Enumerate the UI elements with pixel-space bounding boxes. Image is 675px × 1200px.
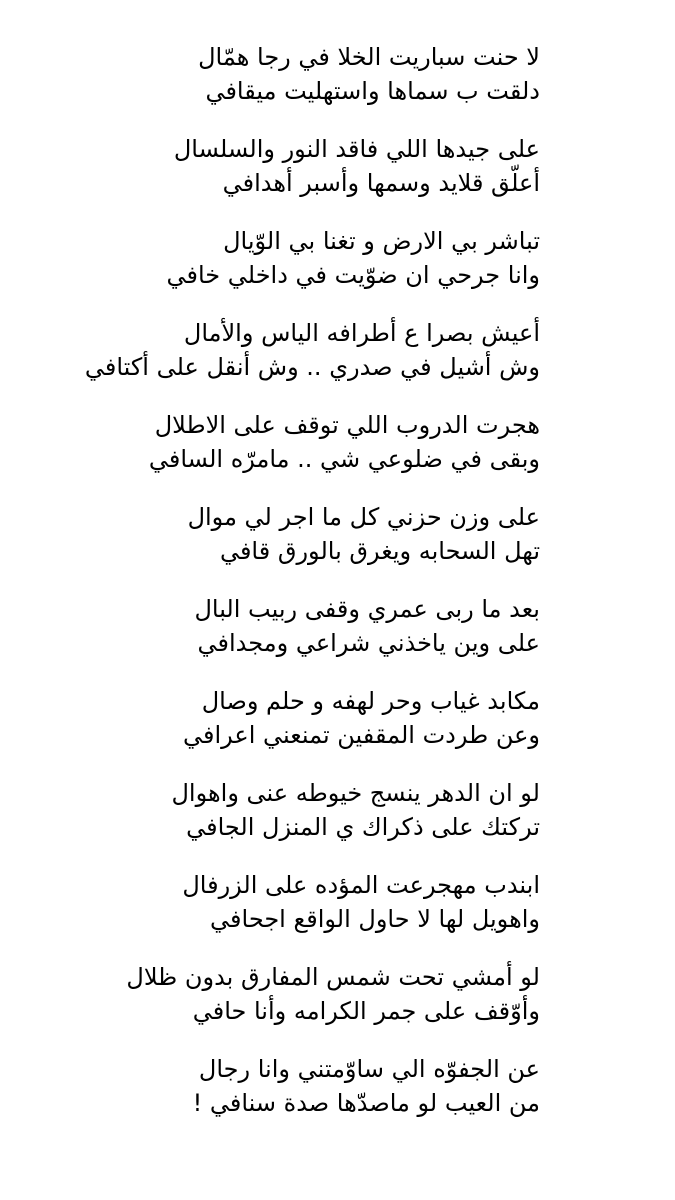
verse-line: هجرت الدروب اللي توقف على الاطلال — [154, 411, 540, 439]
stanza-1 — [100, 40, 540, 128]
verse-line: أعيش بصرا ع أطرافه الياس والأمال — [183, 319, 540, 347]
verse-line: مكابد غياب وحر لهفه و حلم وصال — [201, 687, 540, 715]
verse-line: دلقت ب سماها واستهليت ميقافي — [205, 77, 540, 105]
verse-line: ابندب مهجرعت المؤده على الزرفال — [182, 871, 540, 899]
stanza-2 — [100, 132, 540, 220]
verse-line: وعن طردت المقفين تمنعني اعرافي — [183, 721, 540, 749]
stanza-11 — [100, 960, 540, 1048]
verse-line: على جيدها اللي فاقد النور والسلسال — [173, 135, 540, 163]
verse-line: بعد ما ربى عمري وقفى ربيب البال — [194, 595, 540, 623]
stanza-8 — [100, 684, 540, 772]
verse-line: لو أمشي تحت شمس المفارق بدون ظلال — [126, 963, 540, 991]
stanza-7 — [100, 592, 540, 680]
verse-line: وبقى في ضلوعي شي .. مامرّه السافي — [148, 445, 540, 473]
stanza-10 — [100, 868, 540, 956]
stanza-12 — [100, 1052, 540, 1140]
poem-text — [84, 40, 540, 1144]
verse-line: وأوّقف على جمر الكرامه وأنا حافي — [192, 997, 540, 1025]
stanza-3 — [100, 224, 540, 312]
verse-line: من العيب لو ماصدّها صدة سنافي ! — [192, 1089, 540, 1117]
verse-line: على وزن حزني كل ما اجر لي موال — [187, 503, 540, 531]
verse-line: أعلّق قلايد وسمها وأسبر أهدافي — [222, 169, 540, 197]
verse-line: تهل السحابه ويغرق بالورق قافي — [219, 537, 540, 565]
verse-line: على وين ياخذني شراعي ومجدافي — [197, 629, 540, 657]
verse-line: تباشر بي الارض و تغنا بي الوّيال — [223, 227, 540, 255]
verse-line: عن الجفوّه الي ساوّمتني وانا رجال — [198, 1055, 540, 1083]
stanza-9 — [100, 776, 540, 864]
verse-line: لو ان الدهر ينسج خيوطه عنى واهوال — [171, 779, 540, 807]
verse-line: لا حنت سباريت الخلا في رجا همّال — [198, 43, 540, 71]
verse-line: واهويل لها لا حاول الواقع اجحافي — [210, 905, 540, 933]
stanza-4 — [84, 316, 540, 404]
verse-line: وش أشيل في صدري .. وش أنقل على أكتافي — [84, 353, 540, 381]
stanza-6 — [100, 500, 540, 588]
verse-line: تركتك على ذكراك ي المنزل الجافي — [186, 813, 540, 841]
verse-line: وانا جرحي ان ضوّيت في داخلي خافي — [166, 261, 540, 289]
stanza-5 — [100, 408, 540, 496]
